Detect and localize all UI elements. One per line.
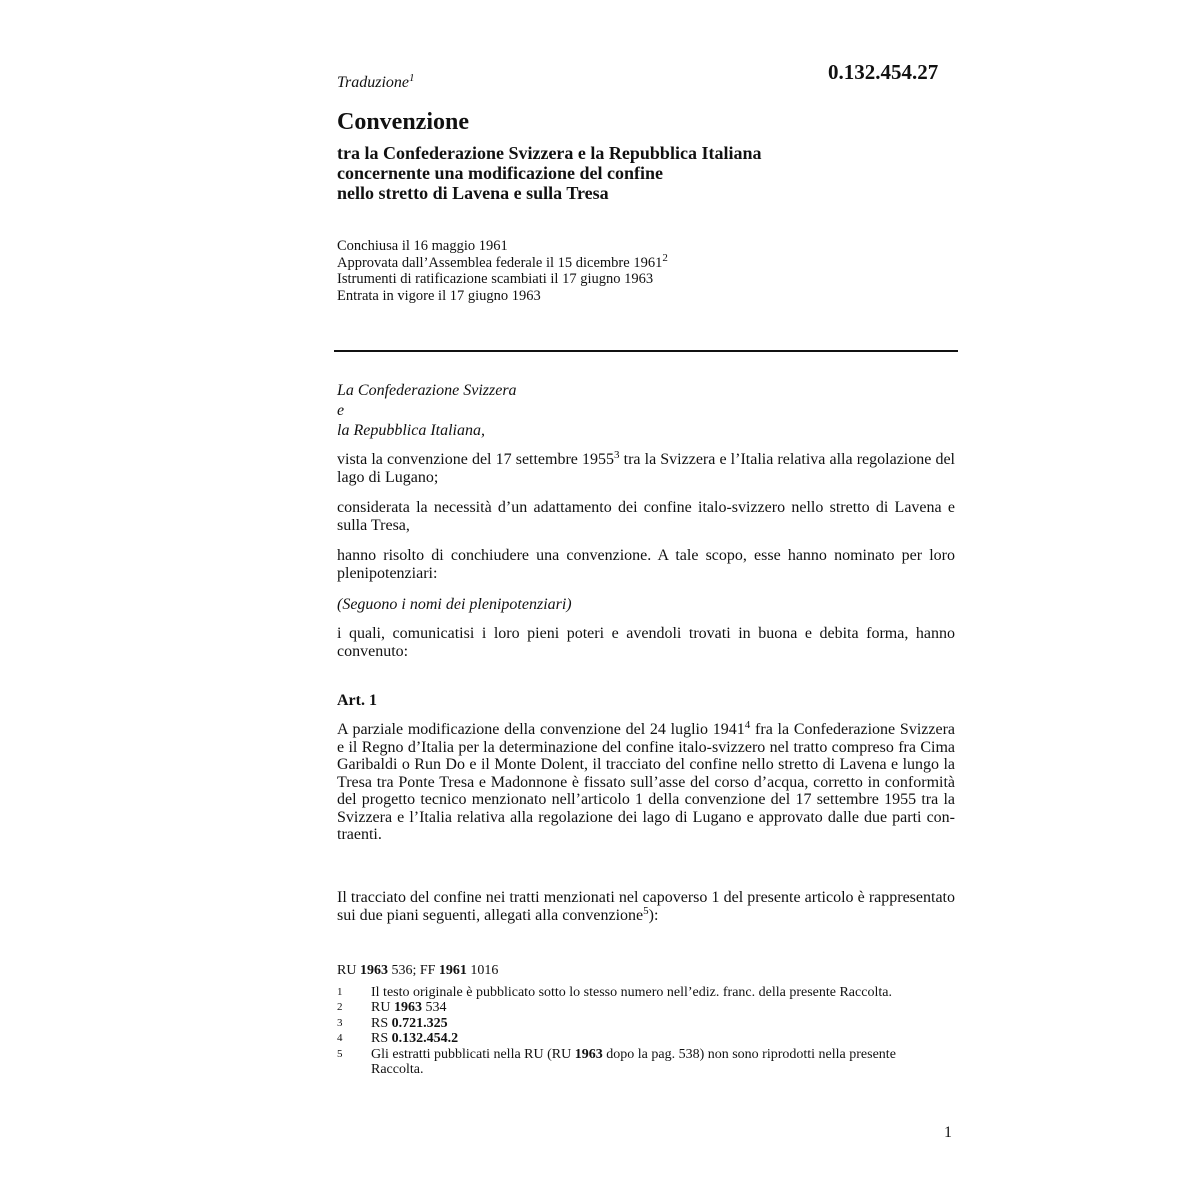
footnote-text [371, 1000, 937, 1016]
footnotes [337, 963, 937, 1078]
preamble-paragraph-5: i quali, comunicatisi i loro pieni poteri e avendoli trovati in buona e debita forma, hanno convenuto: [337, 625, 955, 660]
preamble-text: tra la Svizzera e l’Italia relativa alla regolazione del lago di Lugano; [337, 451, 956, 486]
footnote-ref-5[interactable]: 5 [643, 904, 649, 917]
footnote-item [337, 1000, 937, 1016]
contracting-parties [337, 381, 517, 441]
fn-pre: RS [371, 1015, 392, 1031]
footnote-ref-2[interactable]: 2 [662, 251, 668, 264]
ref-ru-page: 536; FF [387, 963, 439, 978]
fn-bold: 0.132.454.2 [391, 1031, 459, 1046]
footnote-ref-4[interactable]: 4 [744, 719, 751, 731]
horizontal-rule [334, 350, 958, 352]
subtitle-line: tra la Confederazione Svizzera e la Repubblica Italiana [337, 143, 762, 163]
translation-label [337, 74, 415, 92]
footnote-number: 1 [337, 985, 343, 998]
footnote-item [337, 1016, 937, 1032]
footnote-number: 3 [337, 1016, 343, 1029]
subtitle-line: concernente una modificazione del confine [337, 163, 663, 183]
article-text: A parziale modificazione della convenzione del 24 luglio 1941 [337, 721, 745, 738]
approved-text: Approvata dall’Assemblea federale il 15 dicembre 1961 [337, 254, 663, 271]
fn-bold: 0.721.325 [391, 1015, 448, 1031]
document-title: Convenzione [337, 109, 469, 135]
preamble-paragraph-1 [337, 451, 955, 486]
footnote-text [371, 1016, 937, 1032]
party-conjunction: e [337, 402, 345, 419]
document-subtitle [337, 143, 897, 203]
fn-pre: Gli estratti pubblicati nella RU (RU [371, 1046, 575, 1062]
sr-number: 0.132.454.27 [828, 60, 939, 84]
translation-text: Traduzione [337, 74, 410, 91]
footnote-number: 5 [337, 1047, 343, 1060]
ref-ff-year: 1961 [438, 963, 467, 978]
article-1-heading: Art. 1 [337, 692, 377, 709]
footnote-ref-3[interactable]: 3 [614, 449, 620, 461]
footnote-item [337, 1031, 937, 1047]
footnote-text [371, 1031, 937, 1047]
footnote-text [371, 1047, 937, 1078]
party-italy: la Repubblica Italiana, [337, 422, 485, 439]
fn-bold: 1963 [393, 1000, 422, 1015]
subtitle-line: nello stretto di Lavena e sulla Tresa [337, 183, 609, 203]
footnote-number: 2 [337, 1001, 343, 1013]
ref-ru: RU [337, 963, 357, 978]
party-switzerland: La Confederazione Svizzera [337, 382, 517, 399]
footnote-text: Il testo originale è pubblicato sotto lo stesso numero nell’ediz. franc. della presente Raccolta. [371, 984, 892, 1000]
footnote-ref-1[interactable]: 1 [409, 72, 415, 84]
preamble-paragraph-3: hanno risolto di conchiudere una convenzione. A tale scopo, esse hanno nominato per loro plenipotenziari: [337, 547, 955, 582]
treaty-metadata [337, 238, 668, 304]
fn-post: 534 [421, 1000, 447, 1015]
fn-pre: RS [371, 1031, 392, 1046]
article-1-paragraph-1 [337, 721, 955, 844]
fn-pre: RU [371, 1000, 394, 1015]
in-force-date: Entrata in vigore il 17 giugno 1963 [337, 287, 541, 304]
article-text: fra la Confederazione Svizzera e il Regno d’Italia per la determinazione del confine italo-svizzero nel tratto compreso fra Cima Garibaldi o Run Do e il Monte Dolent, il tracciato del confine nello stretto di Lavena e lungo la Tresa tra Ponte Tresa e Madonnone è fissato sull’asse del corso d’acqua, corretto in conformità del progetto tecnico menzionato nell’articolo 1 della convenzione del 17 settembre 1955 tra la Svizzera e l’Italia relativa alla regolazione dei lago di Lugano e approvato dalle due parti contraenti. [337, 721, 955, 843]
page-number: 1 [944, 1124, 952, 1141]
ratification-date: Istrumenti di ratificazione scambiati il 17 giugno 1963 [337, 271, 654, 287]
article-text: Il tracciato del confine nei tratti menzionati nel capoverso 1 del presente articolo è rappresentato sui due piani seguenti, allegati alla convenzione [337, 889, 955, 924]
article-text: ): [648, 906, 659, 924]
ref-ff-page: 1016 [466, 963, 499, 978]
fn-bold: 1963 [574, 1046, 603, 1062]
concluded-date: Conchiusa il 16 maggio 1961 [337, 238, 508, 254]
footnote-item [337, 1047, 937, 1078]
preamble-paragraph-2: considerata la necessità d’un adattamento dei confine italo-svizzero nello stretto di Lavena e sulla Tresa, [337, 499, 955, 534]
footnote-item [337, 985, 937, 1001]
footnote-number: 4 [337, 1032, 343, 1044]
approved-date [337, 251, 668, 272]
preamble-text: vista la convenzione del 17 settembre 1955 [337, 451, 615, 468]
preamble-paragraph-4: (Seguono i nomi dei plenipotenziari) [337, 596, 572, 613]
article-1-paragraph-2 [337, 889, 955, 924]
ref-ru-year: 1963 [359, 963, 388, 978]
fn-post: dopo la pag. 538) non sono riprodotti nella presente Raccolta. [371, 1046, 896, 1077]
publication-reference [337, 963, 937, 979]
